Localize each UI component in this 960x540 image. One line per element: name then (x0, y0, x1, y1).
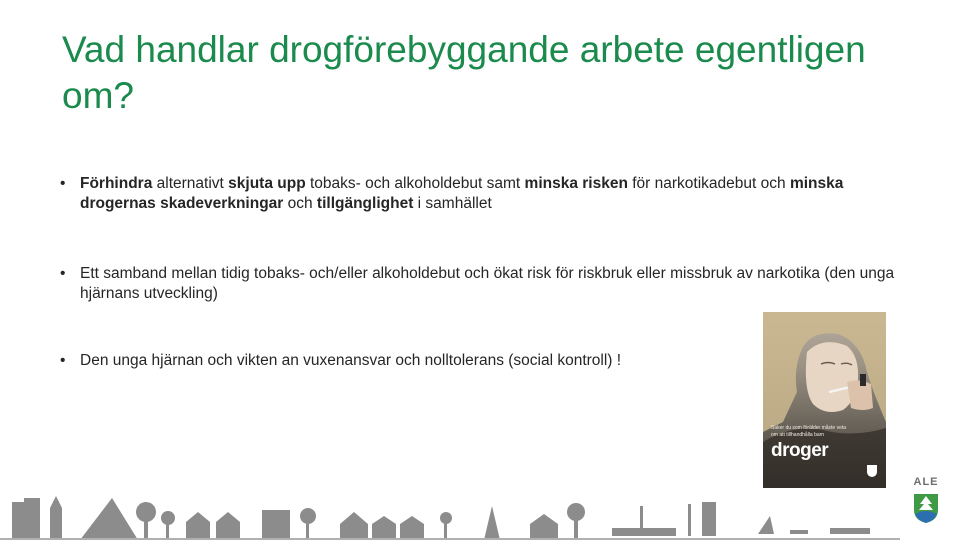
bullet-marker: • (60, 175, 66, 192)
emphasis-text: Förhindra (80, 175, 153, 192)
bullet-item (60, 264, 920, 304)
municipal-emblem-icon (867, 465, 877, 477)
bullet-text (80, 352, 621, 369)
ale-shield-logo-icon (912, 492, 940, 524)
ale-municipality-logo (904, 476, 948, 536)
body-text: Den unga hjärnan och vikten an vuxenansvar och nolltolerans (social kontroll) ! (80, 352, 622, 369)
town-skyline-illustration (0, 488, 900, 540)
emphasis-text: minska drogernas skadeverkningar (80, 175, 844, 212)
bullet-marker: • (60, 265, 66, 282)
bullet-marker: • (60, 352, 66, 369)
brochure-tagline: Saker du som förälder måste veta om att tillhandhålla barn (771, 425, 847, 438)
logo-text: ALE (913, 476, 939, 488)
body-text: för narkotikadebut och (627, 175, 790, 192)
brochure-image (763, 312, 886, 488)
emphasis-text: minska risken (524, 175, 628, 192)
bullet-item (60, 174, 920, 214)
body-text: i samhället (413, 195, 492, 212)
bullet-text (80, 265, 894, 302)
brochure-title: droger (771, 440, 829, 461)
body-text: och (283, 195, 317, 212)
body-text: alternativt (152, 175, 229, 192)
slide-title: Vad handlar drogförebyggande arbete egentligen om? (62, 29, 866, 116)
emphasis-text: skjuta upp (228, 175, 306, 192)
body-text: tobaks- och alkoholdebut samt (305, 175, 525, 192)
bullet-text (80, 175, 843, 212)
body-text: Ett samband mellan tidig tobaks- och/eller alkoholdebut och ökat risk för riskbruk eller missbruk av narkotika (den unga hjärnans utveckling) (80, 265, 895, 302)
emphasis-text: tillgänglighet (316, 195, 414, 212)
